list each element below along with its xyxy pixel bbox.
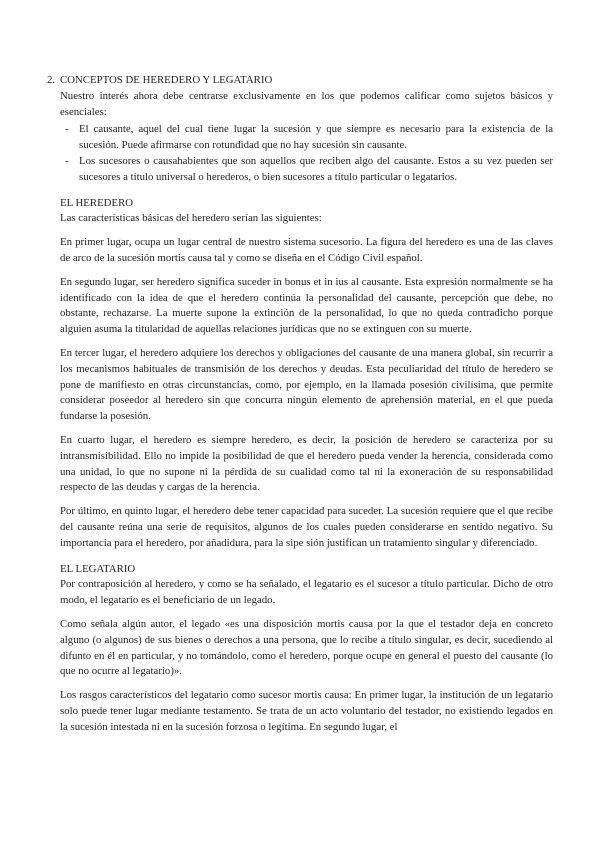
paragraph: En primer lugar, ocupa un lugar central de nuestro sistema sucesorio. La figura del heredero es una de las claves de arco de la sucesión mortis causa tal y como se diseña en el Código Civil español. [60,236,553,264]
list-item [60,122,553,154]
section-number: 2. [47,74,56,86]
bullet-list [60,122,553,185]
list-item [60,154,553,186]
section-intro: Nuestro interés ahora debe centrarse exclusivamente en los que podemos calificar como sujetos básicos y esenciales: [60,89,553,118]
paragraph: Por último, en quinto lugar, el heredero debe tener capacidad para suceder. La sucesión requiere que el que recibe del causante reúna una serie de requisitos, algunos de los cuales pueden considerarse en sentido negativo. Su importancia para el heredero, por añadidura, para la sipe sión justifican un tratamiento singular y diferenciado. [60,505,553,549]
legatario-heading: EL LEGATARIO [60,562,136,575]
heredero-heading: EL HEREDERO [60,196,134,209]
paragraph: En segundo lugar, ser heredero significa suceder in bonus et in ius al causante. Esta expresión normalmente se ha identificado con la idea de que el heredero continúa la personalidad del causante, percepción que debe, no obstante, rechazarse. La muerte supone la extinción de la personalidad, lo que no queda contradicho porque alguien asuma la titularidad de aquellas relaciones jurídicas que no se extinguen con su muerte. [60,275,553,336]
bullet-text: Los sucesores o causahabientes que son aquellos que reciben algo del causante. Estos a su vez pueden ser sucesores a título universal o herederos, o bien sucesores a título particular o legatarios. [79,154,553,183]
paragraph: Las características básicas del heredero serían las siguientes: [60,212,322,225]
bullet-dash-icon: - [65,123,69,136]
paragraph: En cuarto lugar, el heredero es siempre heredero, es decir, la posición de heredero se caracteriza por su intransmisibilidad. Ello no impide la posibilidad de que el heredero pueda vender la herencia, considerada como una unidad, lo que no supone ni la pérdida de su cualidad como tal ni la exoneración de su responsabilidad respecto de las deudas y cargas de la herencia. [60,433,553,494]
bullet-dash-icon: - [65,154,69,167]
section-heading [47,73,553,89]
paragraph: Los rasgos característicos del legatario como sucesor mortis causa: En primer lugar, la institución de un legatario solo puede tener lugar mediante testamento. Se trata de un acto voluntario del testador, no existiendo legados en la sucesión intestada ni en la sucesión forzosa o legítima. En segundo lugar, el [60,689,553,733]
paragraph: Por contraposición al heredero, y como se ha señalado, el legatario es el sucesor a título particular. Dicho de otro modo, el legatario es el beneficiario de un legado. [60,578,553,607]
paragraph: En tercer lugar, el heredero adquiere los derechos y obligaciones del causante de una manera global, sin recurrir a los mecanismos habituales de transmisión de los derechos y deudas. Esta peculiaridad del título de heredero se pone de manifiesto en otras circunstancias, como, por ejemplo, en la llamada posesión civilísima, que permite considerar poseedor al heredero sin que concurra ningún elemento de aprehensión material, en el que pueda fundarse la posesión. [60,346,553,423]
section-title: CONCEPTOS DE HEREDERO Y LEGATARIO [60,74,273,86]
bullet-text: El causante, aquel del cual tiene lugar la sucesión y que siempre es necesario para la existencia de la sucesión. Puede afirmarse con rotundidad que no hay sucesión sin causante. [79,123,553,152]
paragraph: Como señala algún autor, el legado «es una disposición mortis causa por la que el testador deja en concreto alguno (o algunos) de sus bienes o derechos a una persona, que lo recibe a título singular, es decir, sucediendo al difunto en él en particular, y no tomándolo, como el heredero, porque ocupe en general el puesto del causante (lo que no ocurre al legatario)». [60,617,553,678]
